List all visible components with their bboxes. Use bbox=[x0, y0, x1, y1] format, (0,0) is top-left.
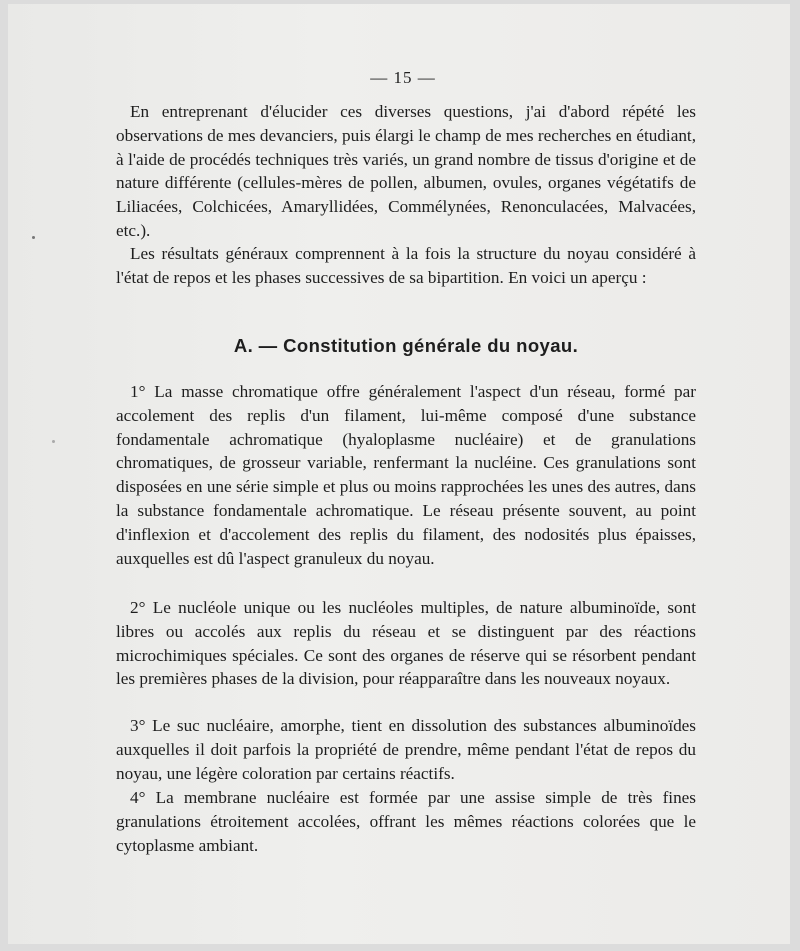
book-page bbox=[8, 4, 790, 944]
section-paragraph-1 bbox=[116, 380, 696, 570]
paragraph-text: En entreprenant d'élucider ces diverses questions, j'ai d'abord répété les observations de mes devanciers, puis élargi le champ de mes recherches en étudiant, à l'aide de procédés techniques très variés, un grand nombre de tissus d'origine et de nature différente (cellules-mères de pollen, albumen, ovules, organes végétatifs de Liliacées, Colchicées, Amaryllidées, Commélynées, Renonculacées, Malvacées, etc.). bbox=[116, 102, 696, 240]
paper-speck bbox=[52, 440, 55, 443]
section-paragraph-4 bbox=[116, 786, 696, 857]
section-paragraph-3 bbox=[116, 714, 696, 785]
section-paragraph-2 bbox=[116, 596, 696, 691]
paragraph-text: Les résultats généraux comprennent à la fois la structure du noyau considéré à l'état de repos et les phases successives de sa bipartition. En voici un aperçu : bbox=[116, 244, 696, 287]
section-heading: A. — Constitution générale du noyau. bbox=[233, 335, 579, 356]
paper-speck bbox=[32, 236, 35, 239]
paragraph-text: 2° Le nucléole unique ou les nucléoles multiples, de nature albuminoïde, sont libres ou accolés aux replis du réseau et se distinguent par des réactions microchimiques spéciales. Ce sont des organes de réserve qui se résorbent pendant les premières phases de la division, pour réapparaître dans les nouveaux noyaux. bbox=[116, 598, 696, 689]
intro-paragraph-1 bbox=[116, 100, 696, 243]
paragraph-text: 3° Le suc nucléaire, amorphe, tient en dissolution des substances albuminoïdes auxquelles il doit parfois la propriété de prendre, même pendant l'état de repos du noyau, une légère coloration par certains réactifs. bbox=[116, 716, 696, 783]
paragraph-text: 1° La masse chromatique offre généralement l'aspect d'un réseau, formé par accolement des replis d'un filament, lui-même composé d'une substance fondamentale achromatique (hyaloplasme nucléaire) et de granulations chromatiques, de grosseur variable, renfermant la nucléine. Ces granulations sont disposées en une série simple et plus ou moins rapprochées les unes des autres, dans la substance fondamentale achromatique. Le réseau présente souvent, au point d'inflexion et d'accolement des replis du filament, des nodosités plus épaisses, auxquelles est dû l'aspect granuleux du noyau. bbox=[116, 382, 696, 568]
paragraph-text: 4° La membrane nucléaire est formée par une assise simple de très fines granulations étroitement accolées, offrant les mêmes réactions colorées que le cytoplasme ambiant. bbox=[116, 788, 696, 855]
intro-paragraph-2 bbox=[116, 242, 696, 290]
page-number: — 15 — bbox=[370, 68, 436, 87]
